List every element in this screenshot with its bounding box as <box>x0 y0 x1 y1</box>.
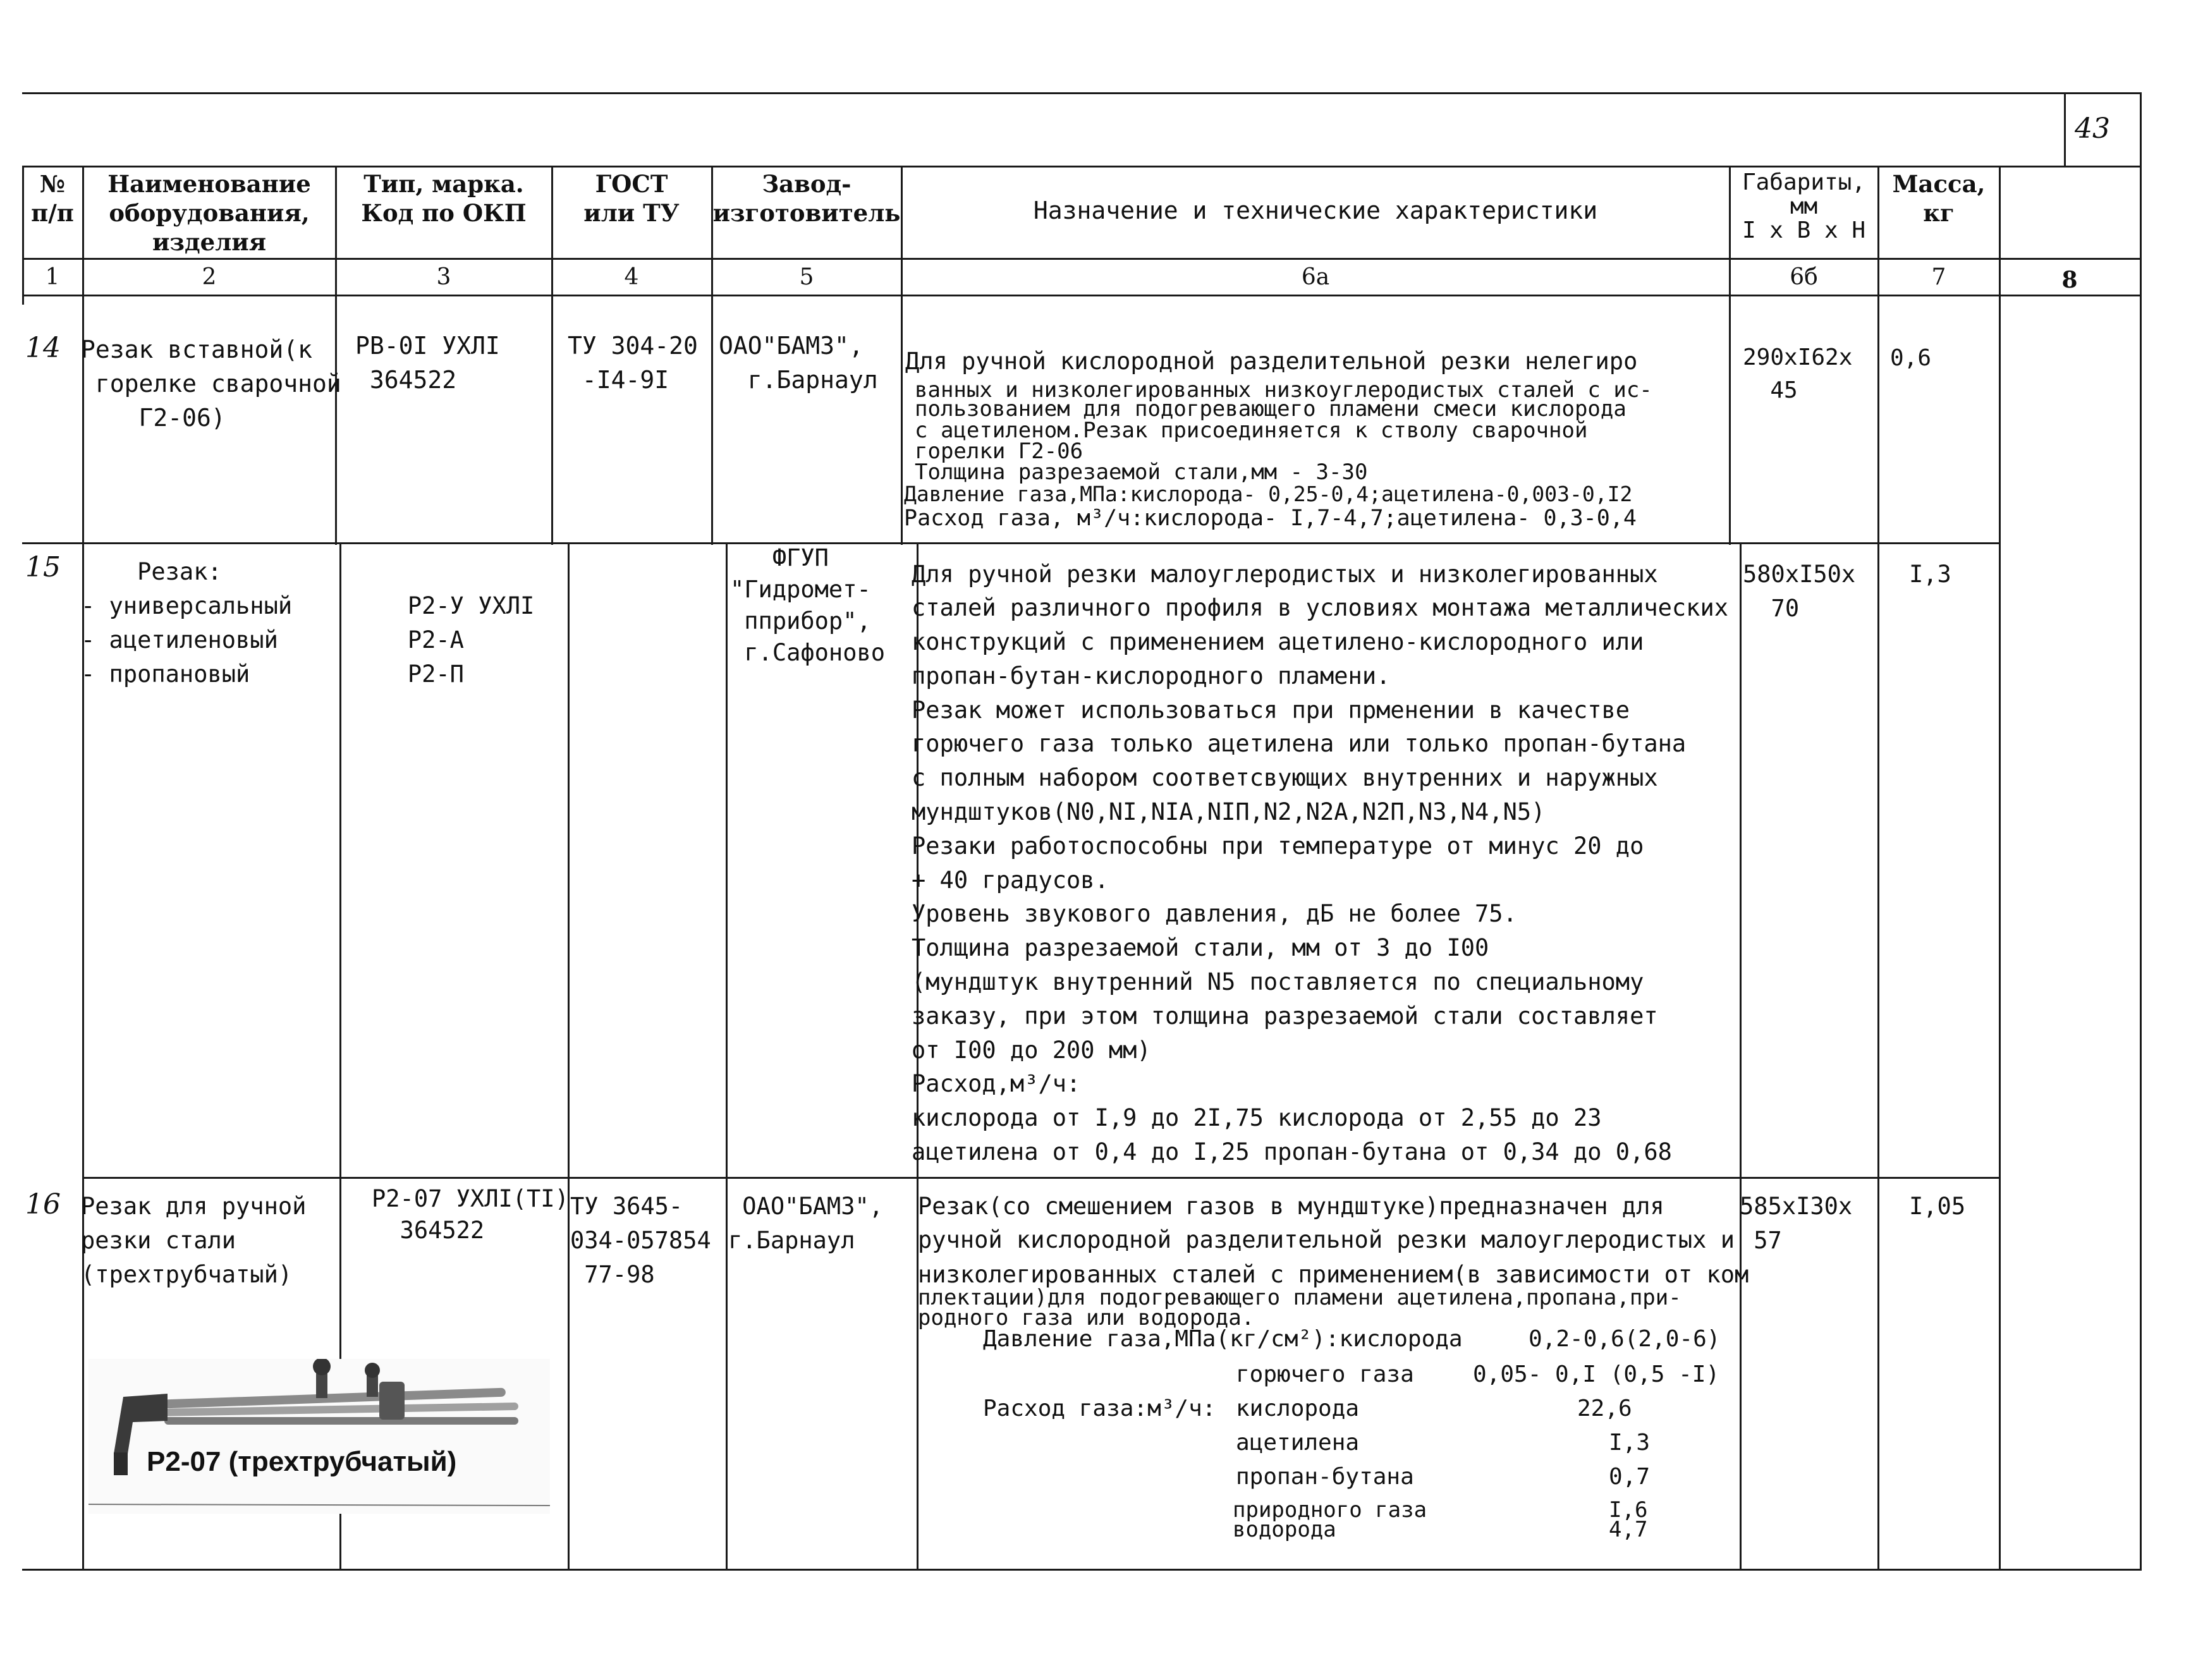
row15-name: Резак: - универсальный - ацетиленовый - пропановый <box>81 558 293 688</box>
row16-fuel-value: 0,05- 0,I (0,5 -I) <box>1473 1361 1720 1387</box>
row15-desc-line: + 40 градусов. <box>912 867 1109 894</box>
row15-desc-line: Резак может использоваться при прменении в качестве <box>912 697 1630 724</box>
row15-desc-line: горючего газа только ацетилена или только пропан-бутана <box>912 730 1687 757</box>
row15-desc-line: Толщина разрезаемой стали, мм от 3 до I00 <box>912 934 1489 961</box>
header-top-line <box>22 166 2140 167</box>
row16-desc-line: плектации)для подогревающего пламени ацетилена,пропана,при- <box>918 1285 1681 1310</box>
row16-flow-value: 0,7 <box>1609 1464 1651 1490</box>
row15-desc-line: мундштуков(N0,NI,NIA,NIП,N2,N2A,N2П,N3,N4,N5) <box>912 798 1546 825</box>
header-type: Тип, марка. Код по ОКП <box>361 170 527 227</box>
row16-flow-value: I,6 <box>1609 1497 1648 1523</box>
row14-desc-line: ванных и низколегированных низкоуглеродистых сталей с ис- <box>915 377 1652 403</box>
colnum-6b: 6б <box>1790 264 1818 290</box>
row15-dims: 580xI50x 70 <box>1743 561 1856 622</box>
colnum-1: 1 <box>45 264 60 290</box>
colnum-2: 2 <box>202 264 217 290</box>
row14-desc-line: Толщина разрезаемой стали,мм - 3-30 <box>915 460 1368 485</box>
col-line-4b <box>726 542 728 1571</box>
row16-maker: ОАО"БАМЗ", г.Барнаул <box>728 1193 884 1254</box>
colnum-5: 5 <box>799 264 814 290</box>
row14-desc-line: горелки Г2-06 <box>915 439 1083 464</box>
row16-flow-value: 22,6 <box>1577 1396 1632 1421</box>
row16-mass: I,05 <box>1909 1193 1966 1220</box>
col-line-6b <box>1740 542 1742 1571</box>
row16-flow-name: пропан-бутана <box>1236 1464 1414 1490</box>
row14-desc-line: пользованием для подогревающего пламени смеси кислорода <box>915 396 1626 422</box>
row16-gost: ТУ 3645- 034-057854 77-98 <box>570 1193 711 1288</box>
row15-desc-line: пропан-бутан-кислородного пламени. <box>912 662 1391 690</box>
page-number: 43 <box>2075 113 2110 145</box>
row15-desc-line: кислорода от I,9 до 2I,75 кислорода от 2,55 до 23 <box>912 1104 1602 1131</box>
page-number-box-line <box>2064 92 2066 167</box>
row16-flow-value: I,3 <box>1609 1430 1651 1456</box>
row16-flow-label: Расход газа:м³/ч: <box>983 1396 1216 1421</box>
header-maker: Завод- изготовитель <box>712 170 901 227</box>
colnum-3: 3 <box>436 264 451 290</box>
row16-flow-name: водорода <box>1233 1517 1336 1542</box>
col-line-3b <box>568 542 570 1571</box>
row16-desc-line: низколегированных сталей с применением(в зависимости от ком <box>918 1261 1749 1288</box>
row14-type: РВ-0I УХЛI 364522 <box>355 332 500 394</box>
top-border <box>22 92 2140 94</box>
colnum-8: 8 <box>2061 267 2078 293</box>
colnum-bottom-line <box>22 295 2140 296</box>
col-line-7 <box>1877 166 1879 1571</box>
photo-caption: Р2-07 (трехтрубчатый) <box>147 1446 457 1477</box>
row15-desc-line: от I00 до 200 мм) <box>912 1037 1151 1064</box>
row16-desc-line: Резак(со смешением газов в мундштуке)предназначен для <box>918 1193 1664 1220</box>
row15-desc-line: Для ручной резки малоуглеродистых и низколегированных <box>912 561 1658 588</box>
row16-flow-name: природного газа <box>1233 1497 1427 1523</box>
row16-pressure-oxygen: 0,2-0,6(2,0-6) <box>1529 1326 1721 1352</box>
header-bottom-line <box>22 258 2140 260</box>
row14-num: 14 <box>25 332 61 364</box>
row16-flow-name: ацетилена <box>1236 1430 1360 1456</box>
row16-pressure-label: Давление газа,МПа(кг/см²):кислорода <box>983 1326 1463 1352</box>
cutter-illustration <box>88 1359 550 1514</box>
row14-maker: ОАО"БАМЗ", г.Барнаул <box>719 332 878 394</box>
header-dims: Габариты, мм I x B x H <box>1742 169 1866 243</box>
row15-desc-line: Уровень звукового давления, дБ не более 75. <box>912 900 1517 927</box>
row15-type: Р2-У УХЛI Р2-А Р2-П <box>407 592 535 688</box>
col-line-8 <box>1999 166 2001 1571</box>
row15-desc-line: Резаки работоспособны при температуре от минус 20 до <box>912 832 1644 860</box>
row15-bottom-line <box>82 1177 2001 1179</box>
row14-name: Резак вставной(к горелке сварочной Г2-06) <box>81 336 341 432</box>
row15-desc-line: ацетилена от 0,4 до I,25 пропан-бутана от 0,34 до 0,68 <box>912 1138 1672 1166</box>
row14-gost: ТУ 304-20 -I4-9I <box>568 332 698 394</box>
row16-name: Резак для ручной резки стали (трехтрубчатый) <box>81 1193 307 1288</box>
header-num: № п/п <box>31 170 74 227</box>
colnum-4: 4 <box>624 264 639 290</box>
colnum-7: 7 <box>1931 264 1946 290</box>
row15-maker: ФГУП "Гидромет- пприбор", г.Сафоново <box>730 544 886 666</box>
row14-mass: 0,6 <box>1890 345 1932 371</box>
cutter-photo <box>88 1359 550 1514</box>
row14-desc-line: Для ручной кислородной разделительной резки нелегиро <box>905 348 1638 375</box>
row16-dims: 585xI30x 57 <box>1740 1193 1853 1254</box>
row16-desc-line: ручной кислородной разделительной резки малоуглеродистых и <box>918 1226 1735 1253</box>
header-purpose: Назначение и технические характеристики <box>1033 197 1598 224</box>
header-name: Наименование оборудования, изделия <box>107 170 311 256</box>
row14-desc-line: Давление газа,МПа:кислорода- 0,25-0,4;ацетилена-0,003-0,I2 <box>904 482 1633 506</box>
row14-desc-line: Расход газа, м³/ч:кислорода- I,7-4,7;ацетилена- 0,3-0,4 <box>904 506 1637 531</box>
row15-desc-line: сталей различного профиля в условиях монтажа металлических <box>912 594 1729 621</box>
colnum-6a: 6а <box>1301 264 1330 290</box>
header-gost: ГОСТ или ТУ <box>583 170 680 227</box>
row15-desc-line: заказу, при этом толщина разрезаемой стали составляет <box>912 1002 1658 1030</box>
row16-fuel-label: горючего газа <box>1236 1361 1414 1387</box>
row15-num: 15 <box>25 551 61 583</box>
row15-desc-line: с полным набором соответсвующих внутренних и наружных <box>912 764 1658 791</box>
row16-desc-line: родного газа или водорода. <box>918 1305 1255 1330</box>
row15-desc-line: Расход,м³/ч: <box>912 1070 1081 1097</box>
row16-num: 16 <box>25 1188 61 1220</box>
row16-flow-value: 4,7 <box>1609 1517 1648 1542</box>
col-line-right <box>2140 92 2142 1571</box>
row15-mass: I,3 <box>1909 561 1951 588</box>
row14-dims: 290xI62x 45 <box>1743 344 1853 403</box>
header-mass: Масса, кг <box>1892 170 1986 227</box>
row16-type: Р2-07 УХЛI(TI) 364522 <box>372 1185 569 1244</box>
row14-desc-line: с ацетиленом.Резак присоединяется к стволу сварочной <box>915 418 1588 443</box>
row14-bottom-line <box>22 542 2001 544</box>
row16-flow-name: кислорода <box>1236 1396 1360 1421</box>
row15-desc-line: (мундштук внутренний N5 поставляется по специальному <box>912 968 1644 995</box>
row15-desc-line: конструкций с применением ацетилено-кислородного или <box>912 628 1644 655</box>
